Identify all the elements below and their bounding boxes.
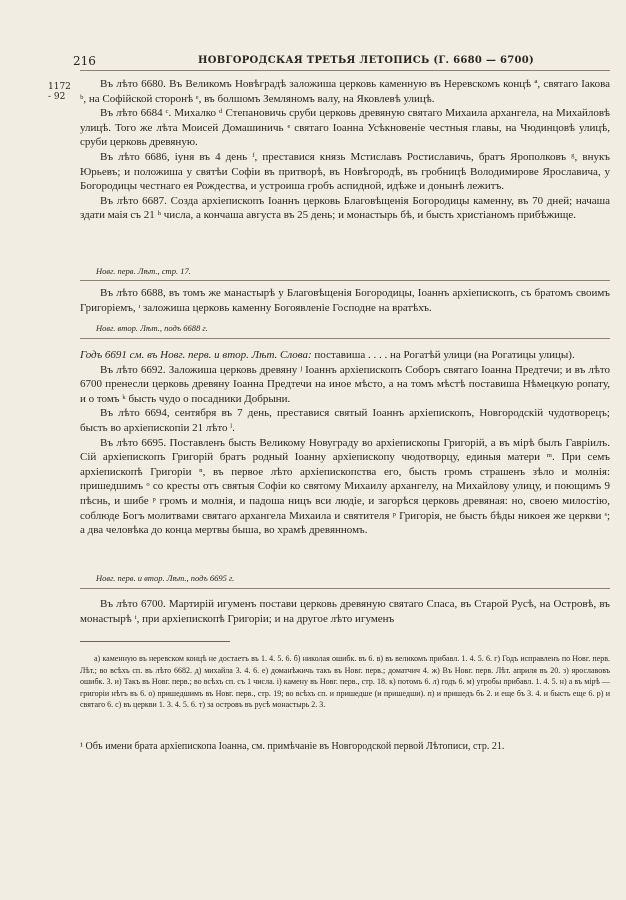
section-2 [80,286,610,315]
footnotes [80,653,610,711]
header-rule [80,70,610,71]
section-rule [80,588,610,589]
paragraph: Въ лѣто 6694, сентября въ 7 день, преставися святый Іоаннъ архіепископъ, Новгородскій чудотворецъ; бысть во архіепископіи 21 лѣто ˡ. [80,407,610,434]
margin-year-range [48,82,71,102]
source-reference: Новг. перв. и втор. Лѣт., подъ 6695 г. [96,573,235,583]
paragraph: Въ лѣто 6700. Мартирій игуменъ постави церковь древяную святаго Спаса, въ Старой Русѣ, на Островѣ, въ монастырѣ ᵗ, при архіепископѣ Григоріи; и на другое лѣто игуменъ [80,598,610,625]
paragraph: Въ лѣто 6695. Поставленъ бысть Великому Новуграду во архіепископы Григорій, а въ мірѣ былъ Гавріилъ. Сій архіепископъ Григорій братъ родный Іоанну архіепископу чюдотворцу, единыя матери ᵐ. При семъ архіепископѣ Григоріи ⁿ, въ первое лѣто архіепископства его, бысть громъ страшенъ зѣло и молнія: пришедшимъ ᵒ со кресты отъ святыя Софіи ко святому Михаилу архангелу, на Михайлову улицу, и поющимъ 9 пѣснь, и шибе ᵖ громъ и молнія, и падоша ницъ вси людіе, и загорѣся церковь древяная: но, своею милостію, соблюде Богъ молитвами святаго архангела Михаила и святителя ᵖ Григорія, не бысть бѣды никоея же церкви ˢ; а два человѣка до конца мертвы быша, во храмѣ древянномъ. [80,436,610,537]
paragraph-lead [80,348,610,363]
paragraph: Въ лѣто 6680. Въ Великомъ Новѣградѣ заложиша церковь каменную въ Неревскомъ концѣ ª, святаго Іакова ᵇ, на Софійской сторонѣ ᵉ, въ болшомъ Земляномъ валу, на Яковлевѣ улицѣ. [80,78,610,105]
paragraph: Въ лѣто 6684 ᶜ. Михалко ᵈ Степановичь сруби церковь древяную святаго Михаила архангела, на Михайловѣ улицѣ. Того же лѣта Моисей Домашиничь ᵉ святаго Іоанна Усѣкновеніе честныя главы, на Чюдинцовѣ улицѣ, сруби церковь древяную. [80,107,610,149]
section-4 [80,597,610,626]
lead-rest: поставиша . . . . на Рогатѣй улици (на Рогатицы улицы). [311,349,575,361]
source-reference: Новг. втор. Лѣт., подъ 6688 г. [96,323,208,333]
running-title: НОВГОРОДСКАЯ ТРЕТЬЯ ЛЕТОПИСЬ (Г. 6680 — 6700) [198,55,535,66]
bottom-note: ¹ Объ имени брата архіепископа Іоанна, см. примѣчаніе въ Новгородской первой Лѣтописи, стр. 21. [80,741,505,752]
section-1 [80,77,610,223]
paragraph: Въ лѣто 6686, іуня въ 4 день ᶠ, преставися князь Мстиславъ Ростиславичь, братъ Ярополковъ ᵍ, внукъ Юрьевъ; и положиша у святѣи Софіи въ притворѣ, въ Новѣгородѣ, въ гробницѣ Володимирове Ярославича, у Богородицы честнаго ея Рождества, и устроиша гробъ аспидной, идѣже и донынѣ лежитъ. [80,150,610,193]
section-3 [80,348,610,538]
section-rule [80,338,610,339]
page-number: 216 [73,54,96,68]
paragraph: Въ лѣто 6692. Заложиша церковь древяну ʲ Іоаннъ архіепископъ Соборъ святаго Іоанна Предтечи; и въ лѣто 6700 пренесли церковь древяну Іоанна Предтечи на иное мѣсто, а на томъ мѣстѣ поставиша Нѣмецкую ропату, и о томъ ᵏ бысть чудо о посадники Добрыни. [80,363,610,405]
lead-italic: Годъ 6691 см. въ Новг. перв. и втор. Лѣт. Слова: [80,349,312,361]
footnote-block: а) каменную въ неревском концѣ не достаетъ въ 1. 4. 5. 6. б) николая ошибк. въ 6. в) въ великомъ прибавл. 1. 4. 5. 6. г) Годъ исправленъ по Новг. перв. Лѣт.; во всѣхъ сп. въ лѣто 6682. д) михайла 3. 4. 6. е) доманѣжичь такъ въ Новг. перв.; доматчич 4. ж) Въ Новг. перв. Лѣт. априля въ 20. з) ярославовъ ошибк. 3. и) Такъ въ Новг. перв.; во всѣхъ сп. съ 1 числа. і) камену въ Новг. перв., стр. 18. к) потомъ 6. л) годъ 6. м) угробы прибавл. 1. 4. 5. н) а въ мірѣ — григоріи нѣтъ въ 6. о) пришедшимъ въ Новг. перв., стр. 19; во всѣхъ сп. и пришедше (и пришедши). п) и пришедъ бъ 2. и еще бъ 3. 4. и бысть еще 6. р) и святаго 6. с) въ церкви 1. 3. 4. 5. 6. т) за островъ въ русѣ монастырь 2. 3. [80,654,610,709]
paragraph: Въ лѣто 6688, въ томъ же манастырѣ у Благовѣщенія Богородицы, Іоаннъ архіепископъ, съ братомъ своимъ Григоріемъ, ᶦ заложиша церковь каменну Богоявленіе Господне на вратѣхъ. [80,287,610,314]
page-header [73,54,603,70]
margin-year-start: 1172 [48,82,71,92]
footnote-rule [80,641,230,642]
source-reference: Новг. перв. Лѣт., стр. 17. [96,266,191,276]
margin-year-end: - 92 [48,92,66,102]
paragraph: Въ лѣто 6687. Созда архіепископъ Іоаннъ церковь Благовѣщенія Богородицы каменну, въ 70 дней; начаша здати маія съ 21 ʰ числа, а кончаша августа въ 25 день; и монастырь бѣ, и бысть христіаномъ прибѣжище. [80,194,610,222]
section-rule [80,280,610,281]
